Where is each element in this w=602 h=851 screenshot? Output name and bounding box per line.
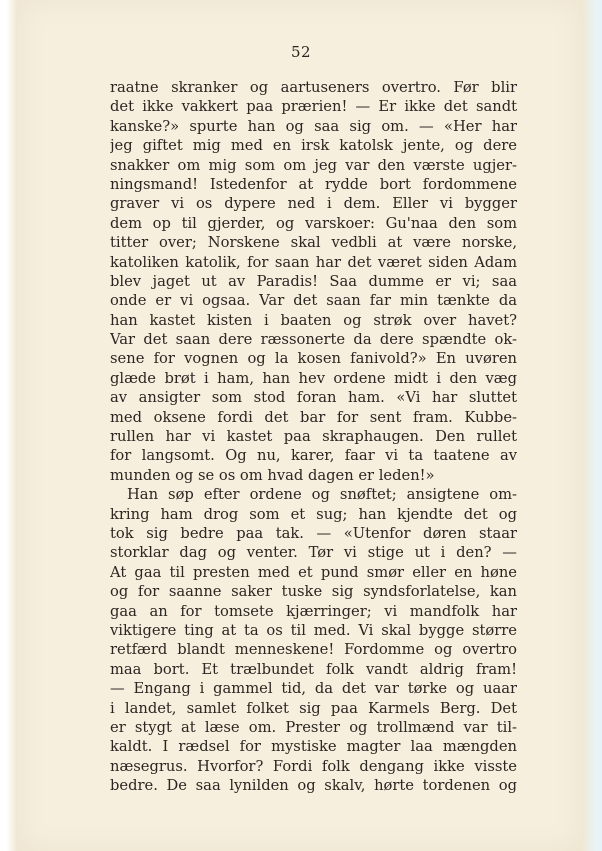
text-line: snakker om mig som om jeg var den værste ugjer- — [110, 156, 517, 174]
text-line: kanske?» spurte han og saa sig om. — «Her har — [110, 117, 517, 135]
body-text — [110, 78, 517, 795]
text-line: kring ham drog som et sug; han kjendte det og — [110, 505, 517, 523]
text-line: gaa an for tomsete kjærringer; vi mandfolk har — [110, 602, 517, 620]
text-line: — Engang i gammel tid, da det var tørke og uaar — [110, 680, 517, 698]
page-number: 52 — [290, 43, 312, 61]
text-line: kaldt. I rædsel for mystiske magter laa mængden — [110, 738, 517, 756]
text-line: jeg giftet mig med en irsk katolsk jente, og dere — [110, 137, 517, 155]
text-line: graver vi os dypere ned i dem. Eller vi bygger — [110, 195, 517, 213]
text-line: titter over; Norskene skal vedbli at være norske, — [110, 234, 517, 252]
scan-edge-right — [582, 0, 602, 851]
text-line: retfærd blandt menneskene! Fordomme og overtro — [110, 641, 517, 659]
text-line: bedre. De saa lynilden og skalv, hørte tordenen og — [110, 777, 517, 795]
scan-edge-left — [0, 0, 18, 851]
text-line: han kastet kisten i baaten og strøk over havet? — [110, 311, 517, 329]
text-line: munden og se os om hvad dagen er leden!» — [110, 466, 435, 484]
text-line: næsegrus. Hvorfor? Fordi folk dengang ikke visste — [110, 757, 517, 775]
text-line: onde er vi ogsaa. Var det saan far min tænkte da — [110, 292, 517, 310]
text-line: med oksene fordi det bar for sent fram. Kubbe- — [110, 408, 517, 426]
text-line: storklar dag og venter. Tør vi stige ut i den? — — [110, 544, 517, 562]
text-line: sene for vognen og la kosen fanivold?» En uvøren — [110, 350, 517, 368]
text-line: for langsomt. Og nu, karer, faar vi ta taatene av — [110, 447, 517, 465]
text-line: og for saanne saker tuske sig syndsforlatelse, kan — [110, 583, 517, 601]
text-line: rullen har vi kastet paa skraphaugen. Den rullet — [110, 428, 517, 446]
text-line: blev jaget ut av Paradis! Saa dumme er vi; saa — [110, 272, 517, 290]
text-line: Var det saan dere ræssonerte da dere spændte ok- — [110, 331, 517, 349]
text-line: dem op til gjerder, og varskoer: Gu'naa den som — [110, 214, 517, 232]
text-line: maa bort. Et trælbundet folk vandt aldrig fram! — [110, 660, 517, 678]
text-line: tok sig bedre paa tak. — «Utenfor døren staar — [110, 524, 517, 542]
text-line: katoliken katolik, for saan har det været siden Adam — [110, 253, 517, 271]
text-line: Han søp efter ordene og snøftet; ansigtene om- — [127, 486, 517, 504]
text-line: er stygt at læse om. Prester og trollmænd var til- — [110, 718, 517, 736]
text-line: av ansigter som stod foran ham. «Vi har sluttet — [110, 389, 517, 407]
text-line: At gaa til presten med et pund smør eller en høne — [110, 563, 517, 581]
text-line: viktigere ting at ta os til med. Vi skal bygge større — [110, 621, 517, 639]
text-line: raatne skranker og aartuseners overtro. Før blir — [110, 79, 517, 96]
text-line: ningsmand! Istedenfor at rydde bort fordommene — [110, 175, 517, 193]
text-line: i landet, samlet folket sig paa Karmels Berg. Det — [110, 699, 517, 717]
text-line: det ikke vakkert paa prærien! — Er ikke det sandt — [110, 98, 517, 116]
text-line: glæde brøt i ham, han hev ordene midt i den væg — [110, 369, 517, 387]
